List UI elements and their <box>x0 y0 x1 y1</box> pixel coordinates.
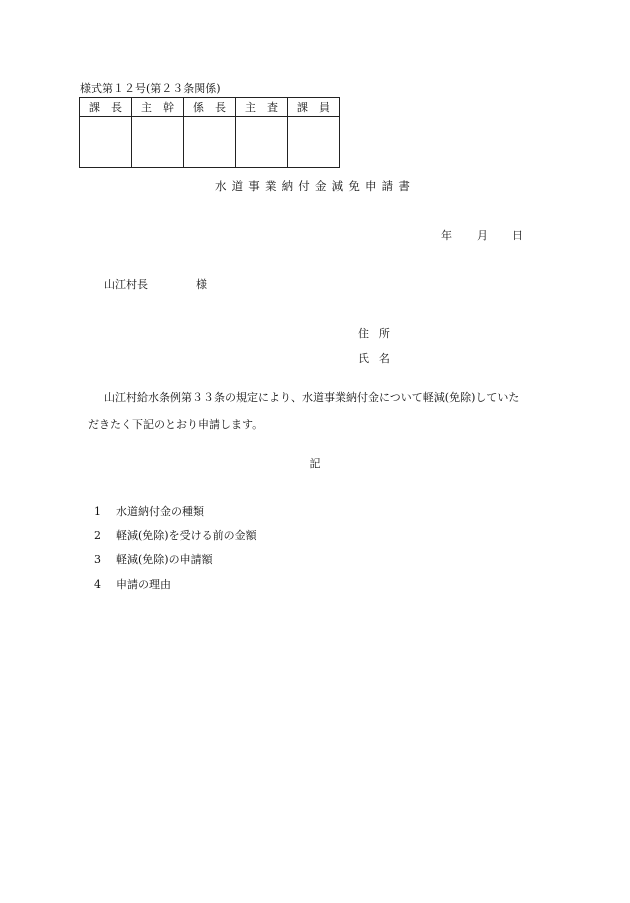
stamp-box <box>184 117 236 168</box>
document-title: 水道事業納付金減免申請書 <box>214 179 416 193</box>
body-text-line-2: だきたく下記のとおり申請します。 <box>88 418 264 431</box>
approval-stamp-table <box>79 97 340 168</box>
list-item-number: 4 <box>94 578 101 591</box>
date-day-label: 日 <box>512 229 523 242</box>
form-number-label: 様式第１２号(第２３条関係) <box>80 82 221 95</box>
stamp-header-staff: 課 員 <box>288 98 340 117</box>
stamp-header-section-chief: 課 長 <box>80 98 132 117</box>
list-item <box>94 576 171 592</box>
address-label: 住所 <box>358 327 400 340</box>
list-item-text: 水道納付金の種類 <box>116 505 204 518</box>
list-item-text: 軽減(免除)の申請額 <box>116 553 213 566</box>
name-label: 氏名 <box>358 352 400 365</box>
date-month-label: 月 <box>477 229 488 242</box>
stamp-header-inspector: 主 査 <box>236 98 288 117</box>
list-item-number: 3 <box>94 553 101 566</box>
stamp-box <box>80 117 132 168</box>
list-item <box>94 551 213 567</box>
list-item <box>94 527 257 543</box>
stamp-header-subsection-chief: 係 長 <box>184 98 236 117</box>
stamp-box <box>236 117 288 168</box>
list-item-number: 1 <box>94 505 101 518</box>
ki-heading: 記 <box>309 457 321 470</box>
list-item-text: 軽減(免除)を受ける前の金額 <box>116 529 257 542</box>
date-year-label: 年 <box>441 229 452 242</box>
list-item <box>94 503 204 519</box>
list-item-number: 2 <box>94 529 101 542</box>
stamp-box <box>288 117 340 168</box>
body-text-line-1: 山江村給水条例第３３条の規定により、水道事業納付金について軽減(免除)していた <box>104 391 520 404</box>
addressee-honorific: 様 <box>196 278 207 291</box>
list-item-text: 申請の理由 <box>116 578 171 591</box>
stamp-box <box>132 117 184 168</box>
addressee-name: 山江村長 <box>104 278 148 291</box>
stamp-header-deputy-chief: 主 幹 <box>132 98 184 117</box>
